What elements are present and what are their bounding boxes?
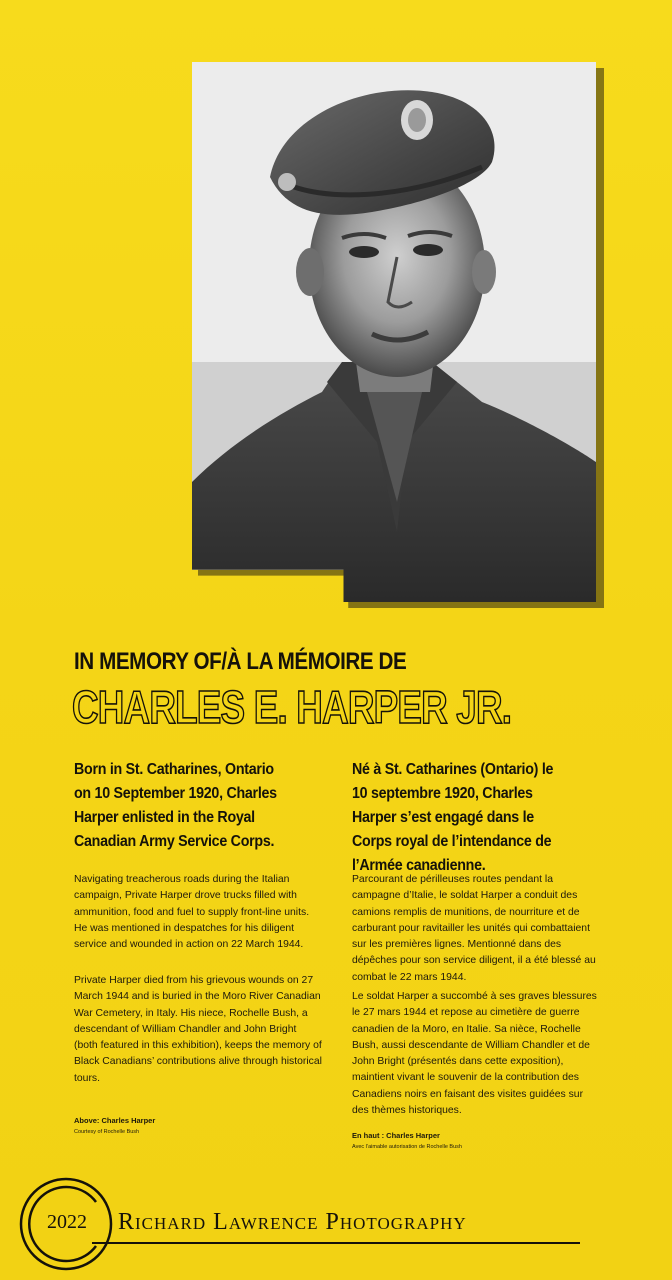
french-paragraph-1-text: Parcourant de périlleuses routes pendant la campagne d’Italie, le soldat Harper a conduit des camions remplis de munitions, de nourriture et de carburant pour ravitailler les unités qui combattaient sur les premières lignes. Mentionné dans des dépêches pour son service diligent, il a été blessé au combat le 22 mars 1944. <box>352 874 596 983</box>
english-paragraph-1-text: Navigating treacherous roads during the Italian campaign, Private Harper drove trucks filled with ammunition, food and fuel to supply front-line units. He was mentioned in despatches for his diligent service and wounded in action on 22 March 1944. <box>74 874 310 951</box>
portrait-photo <box>192 62 604 610</box>
french-caption-credit: Avec l’aimable autorisation de Rochelle Bush <box>352 1144 462 1150</box>
english-lead: Born in St. Catharines, Ontario on 10 September 1920, Charles Harper enlisted in the Royal Canadian Army Service Corps. <box>74 761 277 850</box>
portrait-image <box>192 62 596 602</box>
french-caption-title: En haut : Charles Harper <box>352 1131 440 1140</box>
english-paragraph-2 <box>74 973 322 1087</box>
soldier-portrait-illustration <box>192 62 596 602</box>
english-caption-title: Above: Charles Harper <box>74 1116 156 1125</box>
french-paragraph-2-text: Le soldat Harper a succombé à ses graves blessures le 27 mars 1944 et repose au cimetière de guerre canadien de la Moro, en Italie. Sa nièce, Rochelle Bush, aussi descendante de William Chandler et de John Bright (présentés dans cette exposition), maintient vivant le souvenir de la contribution des Canadiens noirs en faisant des visites guidées sur des thèmes historiques. <box>352 991 597 1117</box>
watermark-year: 2022 <box>47 1211 87 1233</box>
memorial-name: CHARLES E. HARPER JR. <box>72 681 512 733</box>
watermark-text: Richard Lawrence Photography <box>118 1209 467 1235</box>
english-paragraph-1 <box>74 872 322 953</box>
english-paragraph-2-text: Private Harper died from his grievous wounds on 27 March 1944 and is buried in the Moro River Canadian War Cemetery, in Italy. His niece, Rochelle Bush, a descendant of William Chandler and John Bright (both featured in this exhibition), keeps the memory of Black Canadians’ contributions alive through historical tours. <box>74 975 322 1084</box>
watermark-underline <box>92 1242 580 1244</box>
memorial-kicker: IN MEMORY OF/À LA MÉMOIRE DE <box>74 648 407 675</box>
english-caption-credit: Courtesy of Rochelle Bush <box>74 1129 140 1135</box>
french-lead: Né à St. Catharines (Ontario) le 10 septembre 1920, Charles Harper s’est engagé dans le Corps royal de l’intendance de l’Armée canadienne. <box>352 761 554 874</box>
french-paragraph-2 <box>352 989 600 1119</box>
french-paragraph-1 <box>352 872 600 986</box>
